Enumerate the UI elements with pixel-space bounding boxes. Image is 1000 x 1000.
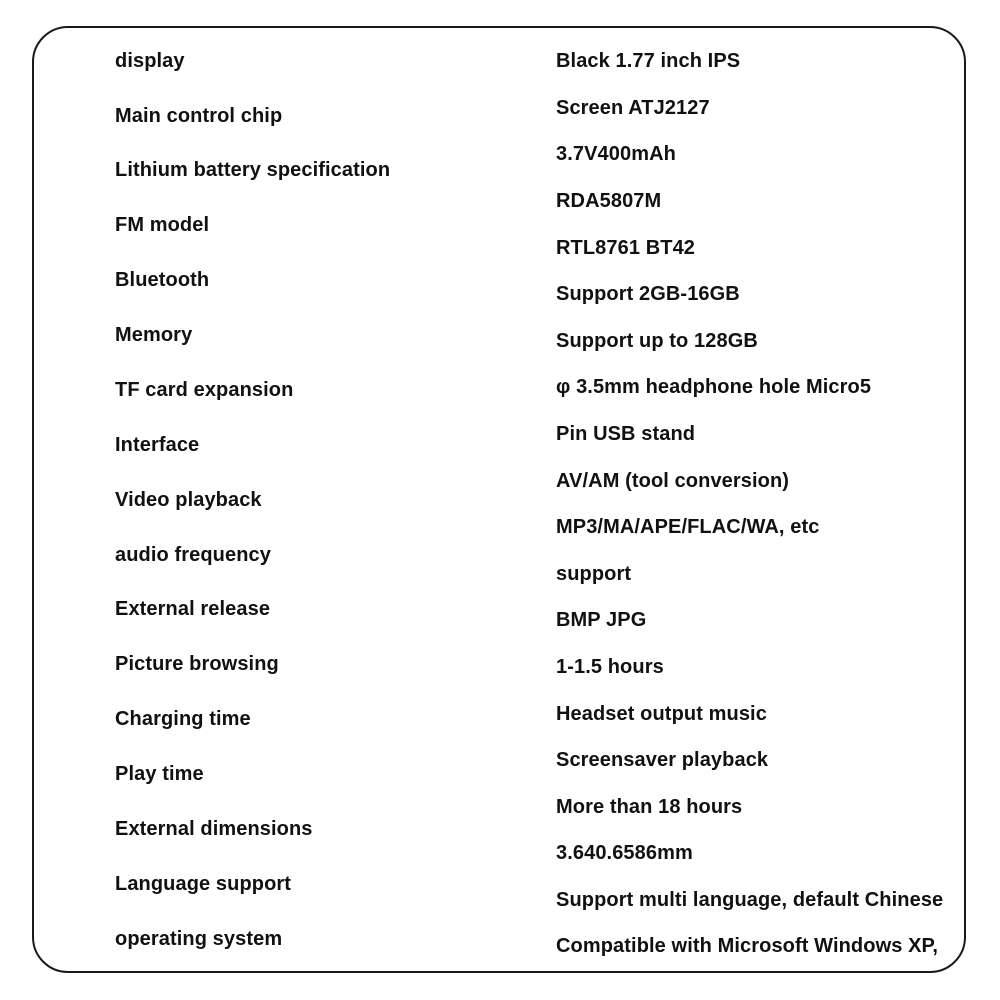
spec-label: operating system: [115, 928, 283, 950]
spec-label: Main control chip: [115, 105, 283, 127]
spec-value: Black 1.77 inch IPS: [556, 50, 741, 72]
spec-label: Bluetooth: [115, 269, 210, 291]
spec-value: 1-1.5 hours: [556, 656, 664, 678]
spec-value: RTL8761 BT42: [556, 237, 696, 259]
spec-value: RDA5807M: [556, 190, 662, 212]
spec-value: Support 2GB-16GB: [556, 283, 740, 305]
spec-value: BMP JPG: [556, 609, 647, 631]
spec-value: Screensaver playback: [556, 749, 769, 771]
spec-value: More than 18 hours: [556, 796, 743, 818]
spec-label: External dimensions: [115, 818, 313, 840]
spec-value: Support up to 128GB: [556, 330, 758, 352]
spec-label: FM model: [115, 214, 210, 236]
spec-label: Video playback: [115, 489, 262, 511]
spec-label: Lithium battery specification: [115, 159, 391, 181]
spec-label: Language support: [115, 873, 292, 895]
spec-value: Compatible with Microsoft Windows XP,: [556, 935, 939, 957]
spec-label: TF card expansion: [115, 379, 294, 401]
spec-value: Headset output music: [556, 703, 767, 725]
spec-value: Screen ATJ2127: [556, 97, 710, 119]
spec-label: audio frequency: [115, 544, 271, 566]
spec-value: φ 3.5mm headphone hole Micro5: [556, 376, 872, 398]
spec-value: AV/AM (tool conversion): [556, 470, 790, 492]
spec-label: display: [115, 50, 185, 72]
spec-label: Memory: [115, 324, 193, 346]
spec-value: Pin USB stand: [556, 423, 696, 445]
spec-value: Support multi language, default Chinese: [556, 889, 944, 911]
spec-label: Charging time: [115, 708, 251, 730]
spec-value: support: [556, 563, 632, 585]
spec-label: Picture browsing: [115, 653, 279, 675]
spec-value: 3.640.6586mm: [556, 842, 693, 864]
spec-value: MP3/MA/APE/FLAC/WA, etc: [556, 516, 820, 538]
spec-label: Interface: [115, 434, 200, 456]
spec-value: 3.7V400mAh: [556, 143, 676, 165]
spec-label: External release: [115, 598, 271, 620]
spec-label: Play time: [115, 763, 204, 785]
